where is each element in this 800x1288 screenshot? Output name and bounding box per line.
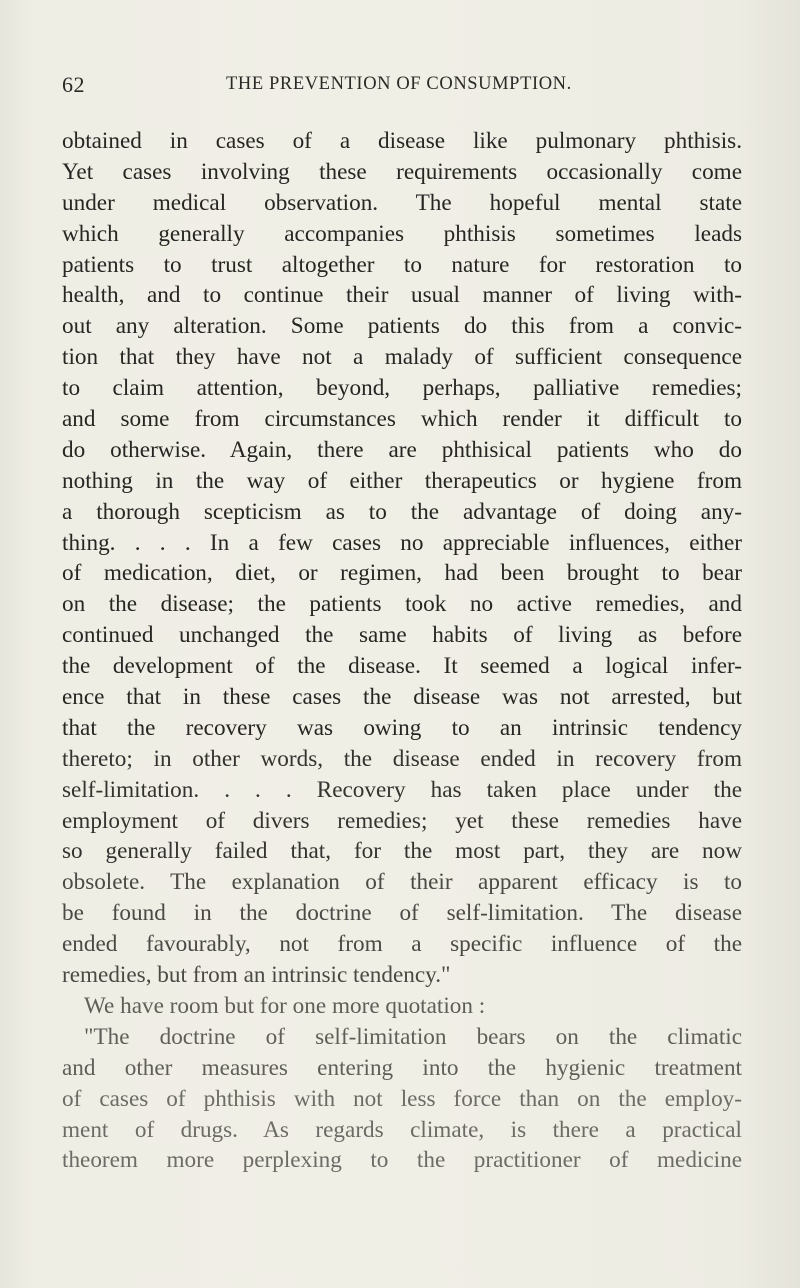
text-line: obtained in cases of a disease like pulmonary phthisis. [62,128,742,154]
text-line: a thorough scepticism as to the advantage of doing any- [62,498,742,525]
text-line: which generally accompanies phthisis sometimes leads [62,220,742,247]
text-line: under medical observation. The hopeful mental state [62,189,742,216]
running-title: THE PREVENTION OF CONSUMPTION. [226,74,572,94]
text-line: the development of the disease. It seemed a logical infer- [62,653,742,680]
text-line: on the disease; the patients took no active remedies, and [62,591,742,618]
text-line: to claim attention, beyond, perhaps, palliative remedies; [62,375,742,402]
text-line: so generally failed that, for the most part, they are now [62,838,742,865]
text-line: remedies, but from an intrinsic tendency." [62,962,451,989]
text-line: obsolete. The explanation of their apparent efficacy is to [62,869,742,896]
text-line: of cases of phthisis with not less force than on the employ- [62,1085,742,1112]
text-line: Yet cases involving these requirements occasionally come [62,158,742,185]
text-line: do otherwise. Again, there are phthisical patients who do [62,436,742,463]
text-line: be found in the doctrine of self-limitation. The disease [62,900,742,927]
body-text [62,126,742,1176]
text-line: of medication, diet, or regimen, had been brought to bear [62,560,742,587]
text-line: thereto; in other words, the disease ended in recovery from [62,745,742,772]
text-line: and other measures entering into the hygienic treatment [62,1054,742,1081]
text-line: nothing in the way of either therapeutics or hygiene from [62,467,742,494]
text-line: that the recovery was owing to an intrinsic tendency [62,714,742,741]
text-line: self-limitation. . . . Recovery has taken place under the [62,776,742,803]
text-line: ment of drugs. As regards climate, is there a practical [62,1116,742,1143]
text-line: patients to trust altogether to nature for restoration to [62,251,742,278]
text-line: We have room but for one more quotation : [84,992,486,1019]
text-line: theorem more perplexing to the practitioner of medicine [62,1147,742,1174]
text-line: out any alteration. Some patients do this from a convic- [62,313,742,340]
text-line: employment of divers remedies; yet these remedies have [62,807,742,834]
text-line: health, and to continue their usual manner of living with- [62,282,742,309]
page-header [62,72,742,106]
text-line: ended favourably, not from a specific influence of the [62,931,742,958]
text-line: "The doctrine of self-limitation bears on the climatic [84,1023,742,1050]
text-line: continued unchanged the same habits of living as before [62,622,742,649]
text-line: and some from circumstances which render it difficult to [62,406,742,433]
text-line: ence that in these cases the disease was not arrested, but [62,684,742,711]
text-line: tion that they have not a malady of sufficient consequence [62,344,742,371]
text-line: thing. . . . In a few cases no appreciable influences, either [62,529,742,556]
page-number: 62 [62,72,85,97]
